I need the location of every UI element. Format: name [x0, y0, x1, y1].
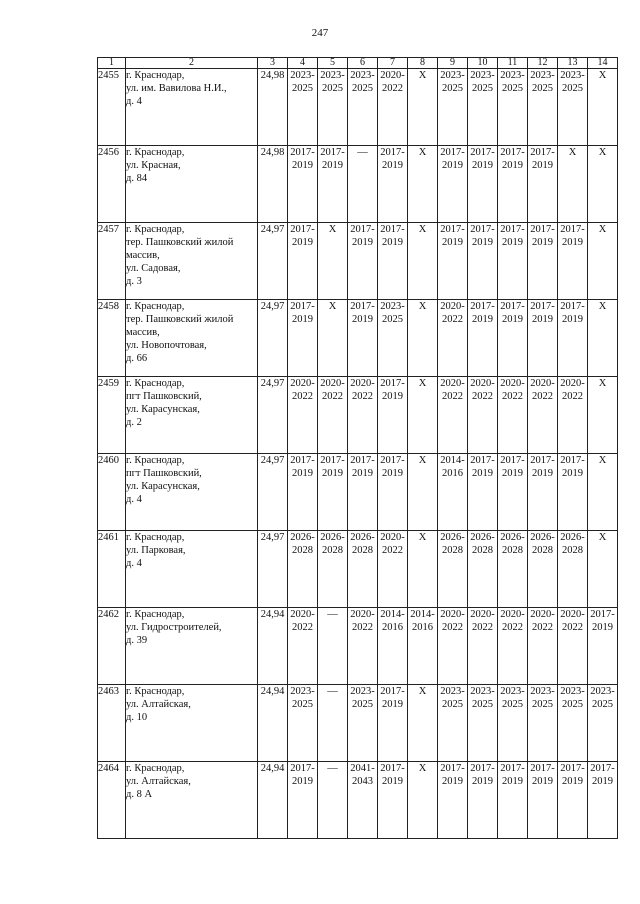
period-cell-col-6: 2023- 2025	[348, 69, 378, 146]
period-cell-col-7: 2017- 2019	[378, 223, 408, 300]
period-cell-col-10: 2017- 2019	[468, 454, 498, 531]
address-cell: г. Краснодар, ул. им. Вавилова Н.И., д. 4	[126, 69, 258, 146]
period-cell-col-8: Х	[408, 377, 438, 454]
period-cell-col-11: 2023- 2025	[498, 685, 528, 762]
column-header: 8	[408, 58, 438, 69]
period-cell-col-5: Х	[318, 223, 348, 300]
period-cell-col-4: 2020- 2022	[288, 608, 318, 685]
address-cell: г. Краснодар, ул. Алтайская, д. 10	[126, 685, 258, 762]
column-header: 9	[438, 58, 468, 69]
period-cell-col-11: 2026- 2028	[498, 531, 528, 608]
period-cell-col-7: 2023- 2025	[378, 300, 408, 377]
row-number: 2461	[98, 531, 126, 608]
period-cell-col-7: 2017- 2019	[378, 454, 408, 531]
period-cell-col-8: Х	[408, 762, 438, 839]
area-cell: 24,97	[258, 377, 288, 454]
column-header: 5	[318, 58, 348, 69]
period-cell-col-5: 2017- 2019	[318, 454, 348, 531]
period-cell-col-4: 2017- 2019	[288, 454, 318, 531]
period-cell-col-13: 2023- 2025	[558, 69, 588, 146]
period-cell-col-6: 2017- 2019	[348, 223, 378, 300]
period-cell-col-13: 2020- 2022	[558, 608, 588, 685]
table-row	[98, 69, 618, 146]
period-cell-col-9: 2023- 2025	[438, 685, 468, 762]
address-cell: г. Краснодар, пгт Пашковский, ул. Карасунская, д. 2	[126, 377, 258, 454]
address-cell: г. Краснодар, тер. Пашковский жилой массив, ул. Садовая, д. 3	[126, 223, 258, 300]
table-row	[98, 608, 618, 685]
period-cell-col-8: Х	[408, 300, 438, 377]
period-cell-col-12: 2017- 2019	[528, 223, 558, 300]
period-cell-col-10: 2020- 2022	[468, 608, 498, 685]
row-number: 2455	[98, 69, 126, 146]
period-cell-col-6: 2026- 2028	[348, 531, 378, 608]
period-cell-col-5: —	[318, 762, 348, 839]
period-cell-col-12: 2026- 2028	[528, 531, 558, 608]
period-cell-col-12: 2017- 2019	[528, 454, 558, 531]
period-cell-col-11: 2017- 2019	[498, 454, 528, 531]
period-cell-col-7: 2017- 2019	[378, 146, 408, 223]
period-cell-col-7: 2014- 2016	[378, 608, 408, 685]
period-cell-col-9: 2014- 2016	[438, 454, 468, 531]
address-cell: г. Краснодар, ул. Гидростроителей, д. 39	[126, 608, 258, 685]
period-cell-col-8: Х	[408, 223, 438, 300]
row-number: 2458	[98, 300, 126, 377]
period-cell-col-4: 2017- 2019	[288, 146, 318, 223]
column-header: 1	[98, 58, 126, 69]
table-row	[98, 685, 618, 762]
period-cell-col-6: 2020- 2022	[348, 377, 378, 454]
period-cell-col-6: 2023- 2025	[348, 685, 378, 762]
period-cell-col-9: 2023- 2025	[438, 69, 468, 146]
period-cell-col-5: 2017- 2019	[318, 146, 348, 223]
period-cell-col-14: 2017- 2019	[588, 762, 618, 839]
period-cell-col-10: 2026- 2028	[468, 531, 498, 608]
period-cell-col-10: 2017- 2019	[468, 223, 498, 300]
period-cell-col-10: 2017- 2019	[468, 146, 498, 223]
row-number: 2457	[98, 223, 126, 300]
row-number: 2460	[98, 454, 126, 531]
area-cell: 24,97	[258, 531, 288, 608]
row-number: 2459	[98, 377, 126, 454]
period-cell-col-4: 2023- 2025	[288, 685, 318, 762]
period-cell-col-14: Х	[588, 454, 618, 531]
period-cell-col-9: 2017- 2019	[438, 223, 468, 300]
period-cell-col-4: 2017- 2019	[288, 762, 318, 839]
period-cell-col-11: 2020- 2022	[498, 608, 528, 685]
column-header: 14	[588, 58, 618, 69]
period-cell-col-10: 2020- 2022	[468, 377, 498, 454]
period-cell-col-9: 2020- 2022	[438, 300, 468, 377]
column-header: 10	[468, 58, 498, 69]
column-header: 11	[498, 58, 528, 69]
period-cell-col-13: 2026- 2028	[558, 531, 588, 608]
period-cell-col-10: 2017- 2019	[468, 300, 498, 377]
row-number: 2456	[98, 146, 126, 223]
period-cell-col-12: 2017- 2019	[528, 762, 558, 839]
period-cell-col-11: 2017- 2019	[498, 223, 528, 300]
period-cell-col-13: 2020- 2022	[558, 377, 588, 454]
area-cell: 24,98	[258, 146, 288, 223]
period-cell-col-12: 2017- 2019	[528, 300, 558, 377]
period-cell-col-11: 2017- 2019	[498, 762, 528, 839]
table-row	[98, 146, 618, 223]
period-cell-col-10: 2023- 2025	[468, 685, 498, 762]
period-cell-col-12: 2023- 2025	[528, 685, 558, 762]
period-cell-col-7: 2017- 2019	[378, 762, 408, 839]
area-cell: 24,97	[258, 454, 288, 531]
area-cell: 24,97	[258, 300, 288, 377]
period-cell-col-13: 2023- 2025	[558, 685, 588, 762]
period-cell-col-14: Х	[588, 69, 618, 146]
registry-table	[97, 57, 618, 839]
period-cell-col-14: Х	[588, 300, 618, 377]
period-cell-col-6: 2017- 2019	[348, 300, 378, 377]
area-cell: 24,94	[258, 608, 288, 685]
column-header: 4	[288, 58, 318, 69]
period-cell-col-4: 2017- 2019	[288, 300, 318, 377]
period-cell-col-5: —	[318, 685, 348, 762]
area-cell: 24,94	[258, 762, 288, 839]
period-cell-col-9: 2017- 2019	[438, 146, 468, 223]
column-header: 13	[558, 58, 588, 69]
period-cell-col-9: 2020- 2022	[438, 608, 468, 685]
period-cell-col-4: 2026- 2028	[288, 531, 318, 608]
table-row	[98, 377, 618, 454]
period-cell-col-10: 2023- 2025	[468, 69, 498, 146]
table-row	[98, 300, 618, 377]
period-cell-col-6: 2020- 2022	[348, 608, 378, 685]
period-cell-col-11: 2020- 2022	[498, 377, 528, 454]
address-cell: г. Краснодар, пгт Пашковский, ул. Карасунская, д. 4	[126, 454, 258, 531]
table-row	[98, 454, 618, 531]
period-cell-col-14: Х	[588, 377, 618, 454]
period-cell-col-14: 2023- 2025	[588, 685, 618, 762]
period-cell-col-10: 2017- 2019	[468, 762, 498, 839]
period-cell-col-14: 2017- 2019	[588, 608, 618, 685]
period-cell-col-13: 2017- 2019	[558, 762, 588, 839]
period-cell-col-4: 2023- 2025	[288, 69, 318, 146]
period-cell-col-7: 2020- 2022	[378, 531, 408, 608]
period-cell-col-5: 2020- 2022	[318, 377, 348, 454]
period-cell-col-14: Х	[588, 531, 618, 608]
column-header: 2	[126, 58, 258, 69]
period-cell-col-9: 2017- 2019	[438, 762, 468, 839]
period-cell-col-8: Х	[408, 531, 438, 608]
address-cell: г. Краснодар, ул. Алтайская, д. 8 А	[126, 762, 258, 839]
period-cell-col-8: Х	[408, 146, 438, 223]
row-number: 2462	[98, 608, 126, 685]
period-cell-col-8: Х	[408, 454, 438, 531]
area-cell: 24,98	[258, 69, 288, 146]
period-cell-col-11: 2017- 2019	[498, 146, 528, 223]
period-cell-col-12: 2020- 2022	[528, 608, 558, 685]
period-cell-col-14: Х	[588, 223, 618, 300]
period-cell-col-12: 2017- 2019	[528, 146, 558, 223]
period-cell-col-11: 2017- 2019	[498, 300, 528, 377]
period-cell-col-11: 2023- 2025	[498, 69, 528, 146]
address-cell: г. Краснодар, ул. Парковая, д. 4	[126, 531, 258, 608]
period-cell-col-13: 2017- 2019	[558, 454, 588, 531]
period-cell-col-9: 2020- 2022	[438, 377, 468, 454]
area-cell: 24,94	[258, 685, 288, 762]
row-number: 2464	[98, 762, 126, 839]
period-cell-col-8: 2014- 2016	[408, 608, 438, 685]
column-header: 12	[528, 58, 558, 69]
period-cell-col-5: 2023- 2025	[318, 69, 348, 146]
column-header: 3	[258, 58, 288, 69]
period-cell-col-5: Х	[318, 300, 348, 377]
period-cell-col-8: Х	[408, 685, 438, 762]
period-cell-col-4: 2017- 2019	[288, 223, 318, 300]
period-cell-col-5: 2026- 2028	[318, 531, 348, 608]
period-cell-col-7: 2020- 2022	[378, 69, 408, 146]
area-cell: 24,97	[258, 223, 288, 300]
period-cell-col-12: 2020- 2022	[528, 377, 558, 454]
period-cell-col-6: —	[348, 146, 378, 223]
period-cell-col-7: 2017- 2019	[378, 377, 408, 454]
period-cell-col-4: 2020- 2022	[288, 377, 318, 454]
period-cell-col-8: Х	[408, 69, 438, 146]
period-cell-col-13: Х	[558, 146, 588, 223]
table-row	[98, 531, 618, 608]
period-cell-col-5: —	[318, 608, 348, 685]
address-cell: г. Краснодар, ул. Красная, д. 84	[126, 146, 258, 223]
period-cell-col-9: 2026- 2028	[438, 531, 468, 608]
column-number-header-row	[98, 58, 618, 69]
period-cell-col-6: 2041- 2043	[348, 762, 378, 839]
table-row	[98, 762, 618, 839]
period-cell-col-7: 2017- 2019	[378, 685, 408, 762]
period-cell-col-14: Х	[588, 146, 618, 223]
address-cell: г. Краснодар, тер. Пашковский жилой массив, ул. Новопочтовая, д. 66	[126, 300, 258, 377]
column-header: 6	[348, 58, 378, 69]
page-number: 247	[311, 27, 329, 39]
period-cell-col-6: 2017- 2019	[348, 454, 378, 531]
column-header: 7	[378, 58, 408, 69]
period-cell-col-12: 2023- 2025	[528, 69, 558, 146]
period-cell-col-13: 2017- 2019	[558, 300, 588, 377]
row-number: 2463	[98, 685, 126, 762]
table-row	[98, 223, 618, 300]
period-cell-col-13: 2017- 2019	[558, 223, 588, 300]
